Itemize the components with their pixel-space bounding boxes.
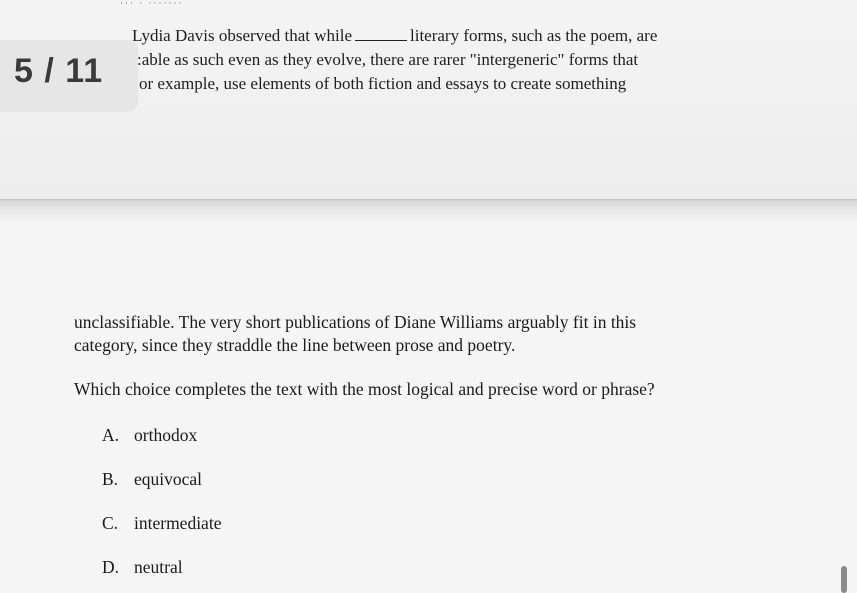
choice-d-letter: D.	[102, 557, 120, 577]
passage-line-1-end: literary forms, such as the poem, are	[410, 26, 658, 45]
answer-blank	[355, 39, 407, 41]
passage-line-3: or example, use elements of both fiction and essays to create something	[139, 74, 627, 93]
top-passage-panel	[0, 0, 857, 200]
choice-d[interactable]	[102, 557, 183, 578]
passage-line-1-start: Lydia Davis observed that while	[132, 26, 353, 45]
choice-a-text: orthodox	[134, 425, 198, 445]
choice-a-letter: A.	[102, 425, 120, 445]
passage-line-1	[132, 26, 657, 46]
panel-divider	[0, 199, 857, 222]
passage-line-5: category, since they straddle the line between prose and poetry.	[74, 335, 516, 355]
choice-c-letter: C.	[102, 513, 119, 533]
choice-c[interactable]	[102, 513, 221, 534]
scrollbar-thumb[interactable]	[841, 566, 847, 593]
choice-c-text: intermediate	[134, 513, 222, 533]
choice-b[interactable]	[102, 469, 202, 490]
question-prompt: Which choice completes the text with the most logical and precise word or phrase?	[74, 379, 655, 399]
passage-line-2: :able as such even as they evolve, there are rarer "intergeneric" forms that	[137, 50, 639, 69]
choice-b-letter: B.	[102, 469, 119, 489]
scan-smudge: ··· · ·······	[120, 0, 184, 6]
question-panel	[0, 221, 857, 593]
choice-b-text: equivocal	[134, 469, 203, 489]
question-counter: 5 / 11	[14, 52, 104, 90]
choice-d-text: neutral	[134, 557, 183, 577]
choice-a[interactable]	[102, 425, 197, 446]
passage-line-4: unclassifiable. The very short publications of Diane Williams arguably fit in this	[74, 312, 637, 332]
